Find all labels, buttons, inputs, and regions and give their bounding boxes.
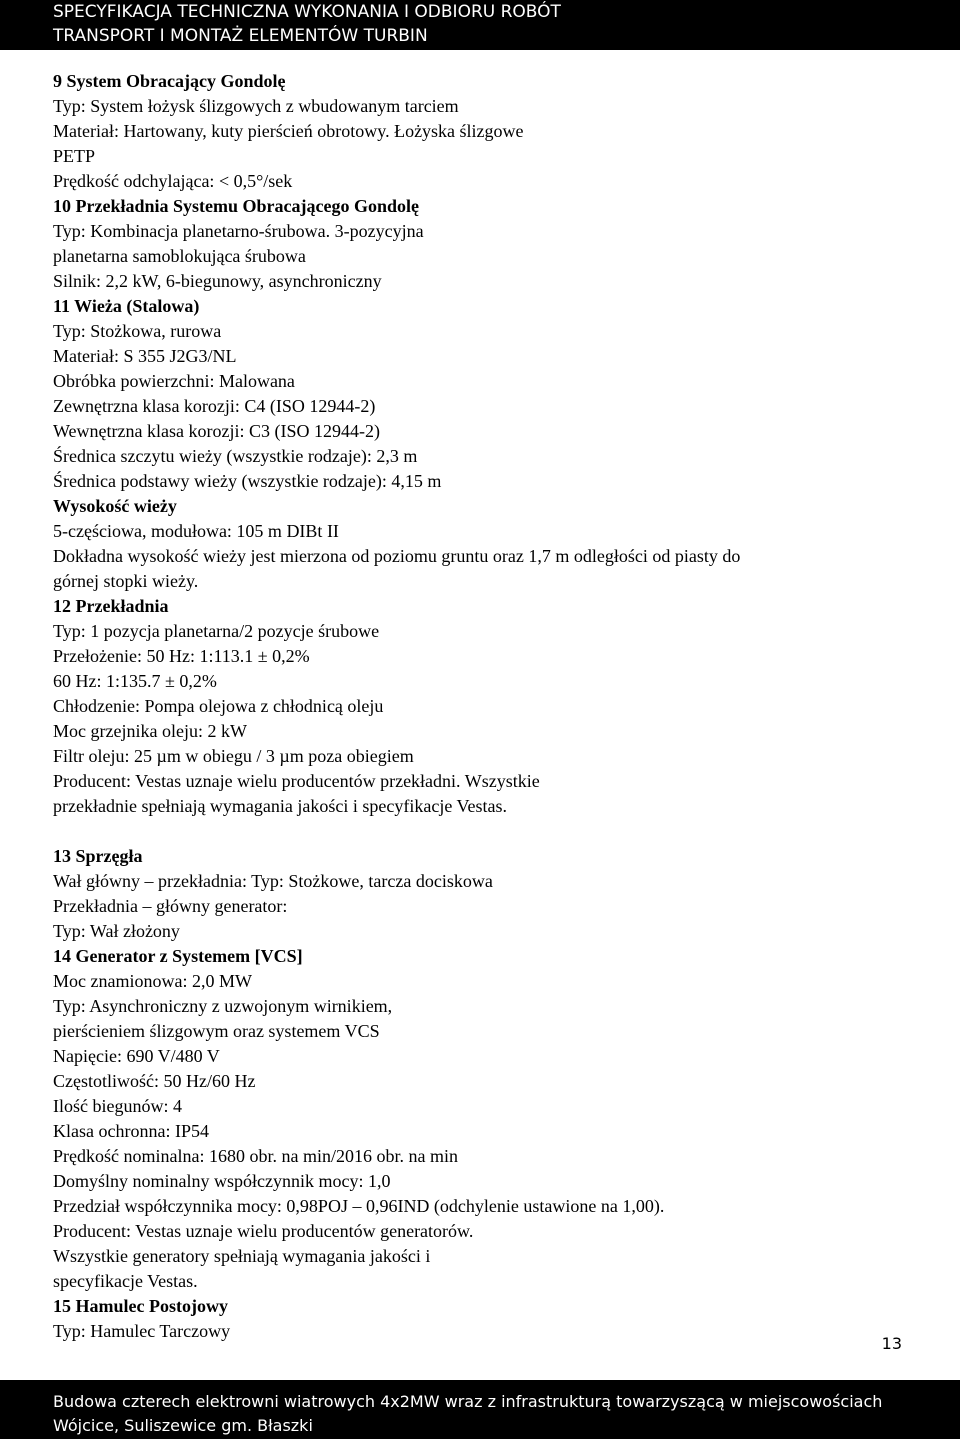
text-line: Wewnętrzna klasa korozji: C3 (ISO 12944-2) <box>53 421 380 441</box>
text-line: planetarna samoblokująca śrubowa <box>53 246 306 266</box>
section-heading: 11 Wieża (Stalowa) <box>53 296 200 316</box>
page-number: 13 <box>881 1334 902 1353</box>
text-line: PETP <box>53 146 96 166</box>
text-line: Przełożenie: 50 Hz: 1:113.1 ± 0,2% <box>53 646 310 666</box>
header-title-line-1: SPECYFIKACJA TECHNICZNA WYKONANIA I ODBIORU ROBÓT <box>53 2 561 22</box>
text-line: Klasa ochronna: IP54 <box>53 1121 209 1141</box>
text-line: pierścieniem ślizgowym oraz systemem VCS <box>53 1021 380 1041</box>
text-line: Prędkość nominalna: 1680 obr. na min/2016 obr. na min <box>53 1146 458 1166</box>
paragraph-gap <box>53 819 933 844</box>
text-line: Obróbka powierzchni: Malowana <box>53 371 295 391</box>
text-line: Wał główny – przekładnia: Typ: Stożkowe, tarcza dociskowa <box>53 871 493 891</box>
text-line: Przedział współczynnika mocy: 0,98POJ – 0,96IND (odchylenie ustawione na 1,00). <box>53 1196 665 1216</box>
text-line: Napięcie: 690 V/480 V <box>53 1046 220 1066</box>
text-line: Średnica szczytu wieży (wszystkie rodzaje): 2,3 m <box>53 446 418 466</box>
section-heading: 15 Hamulec Postojowy <box>53 1296 228 1316</box>
text-line: Zewnętrzna klasa korozji: C4 (ISO 12944-2) <box>53 396 376 416</box>
document-body <box>53 69 933 1344</box>
text-line: Typ: System łożysk ślizgowych z wbudowanym tarciem <box>53 96 459 116</box>
text-line: Średnica podstawy wieży (wszystkie rodzaje): 4,15 m <box>53 471 442 491</box>
text-line: Typ: Asynchroniczny z uzwojonym wirnikiem, <box>53 996 393 1016</box>
text-line: Producent: Vestas uznaje wielu producentów przekładni. Wszystkie <box>53 771 540 791</box>
text-line: Wszystkie generatory spełniają wymagania jakości i <box>53 1246 431 1266</box>
text-line: Materiał: S 355 J2G3/NL <box>53 346 237 366</box>
text-line: górnej stopki wieży. <box>53 571 199 591</box>
text-line: Moc grzejnika oleju: 2 kW <box>53 721 247 741</box>
text-line: Producent: Vestas uznaje wielu producentów generatorów. <box>53 1221 474 1241</box>
text-line: Domyślny nominalny współczynnik mocy: 1,0 <box>53 1171 391 1191</box>
section-heading: 10 Przekładnia Systemu Obracającego Gondolę <box>53 196 419 216</box>
text-line: Typ: Wał złożony <box>53 921 180 941</box>
text-line: 5-częściowa, modułowa: 105 m DIBt II <box>53 521 339 541</box>
text-line: Typ: Stożkowa, rurowa <box>53 321 222 341</box>
header-title-line-2: TRANSPORT I MONTAŻ ELEMENTÓW TURBIN <box>53 25 428 46</box>
text-line: Typ: Kombinacja planetarno-śrubowa. 3-pozycyjna <box>53 221 424 241</box>
section-heading: 13 Sprzęgła <box>53 846 143 866</box>
page-footer <box>0 1380 960 1439</box>
text-line: Materiał: Hartowany, kuty pierścień obrotowy. Łożyska ślizgowe <box>53 121 524 141</box>
text-line: Prędkość odchylająca: < 0,5°/sek <box>53 171 293 191</box>
section-heading: Wysokość wieży <box>53 496 177 516</box>
text-line: Dokładna wysokość wieży jest mierzona od poziomu gruntu oraz 1,7 m odległości od piasty do <box>53 546 741 566</box>
text-line: Częstotliwość: 50 Hz/60 Hz <box>53 1071 256 1091</box>
text-line: 60 Hz: 1:135.7 ± 0,2% <box>53 671 217 691</box>
section-heading: 9 System Obracający Gondolę <box>53 71 286 91</box>
footer-line-2: Wójcice, Suliszewice gm. Błaszki <box>53 1415 313 1435</box>
text-line: specyfikacje Vestas. <box>53 1271 198 1291</box>
page-header <box>0 0 960 50</box>
text-line: Filtr oleju: 25 µm w obiegu / 3 µm poza obiegiem <box>53 746 414 766</box>
section-heading: 12 Przekładnia <box>53 596 169 616</box>
text-line: Ilość biegunów: 4 <box>53 1096 182 1116</box>
footer-line-1: Budowa czterech elektrowni wiatrowych 4x2MW wraz z infrastrukturą towarzyszącą w miejscowościach <box>53 1392 883 1411</box>
text-line: Silnik: 2,2 kW, 6-biegunowy, asynchroniczny <box>53 271 382 291</box>
text-line: Moc znamionowa: 2,0 MW <box>53 971 252 991</box>
text-line: Chłodzenie: Pompa olejowa z chłodnicą oleju <box>53 696 384 716</box>
text-line: przekładnie spełniają wymagania jakości i specyfikacje Vestas. <box>53 796 507 816</box>
text-line: Typ: 1 pozycja planetarna/2 pozycje śrubowe <box>53 621 380 641</box>
text-line: Przekładnia – główny generator: <box>53 896 288 916</box>
text-line: Typ: Hamulec Tarczowy <box>53 1321 231 1341</box>
section-heading: 14 Generator z Systemem [VCS] <box>53 946 303 966</box>
